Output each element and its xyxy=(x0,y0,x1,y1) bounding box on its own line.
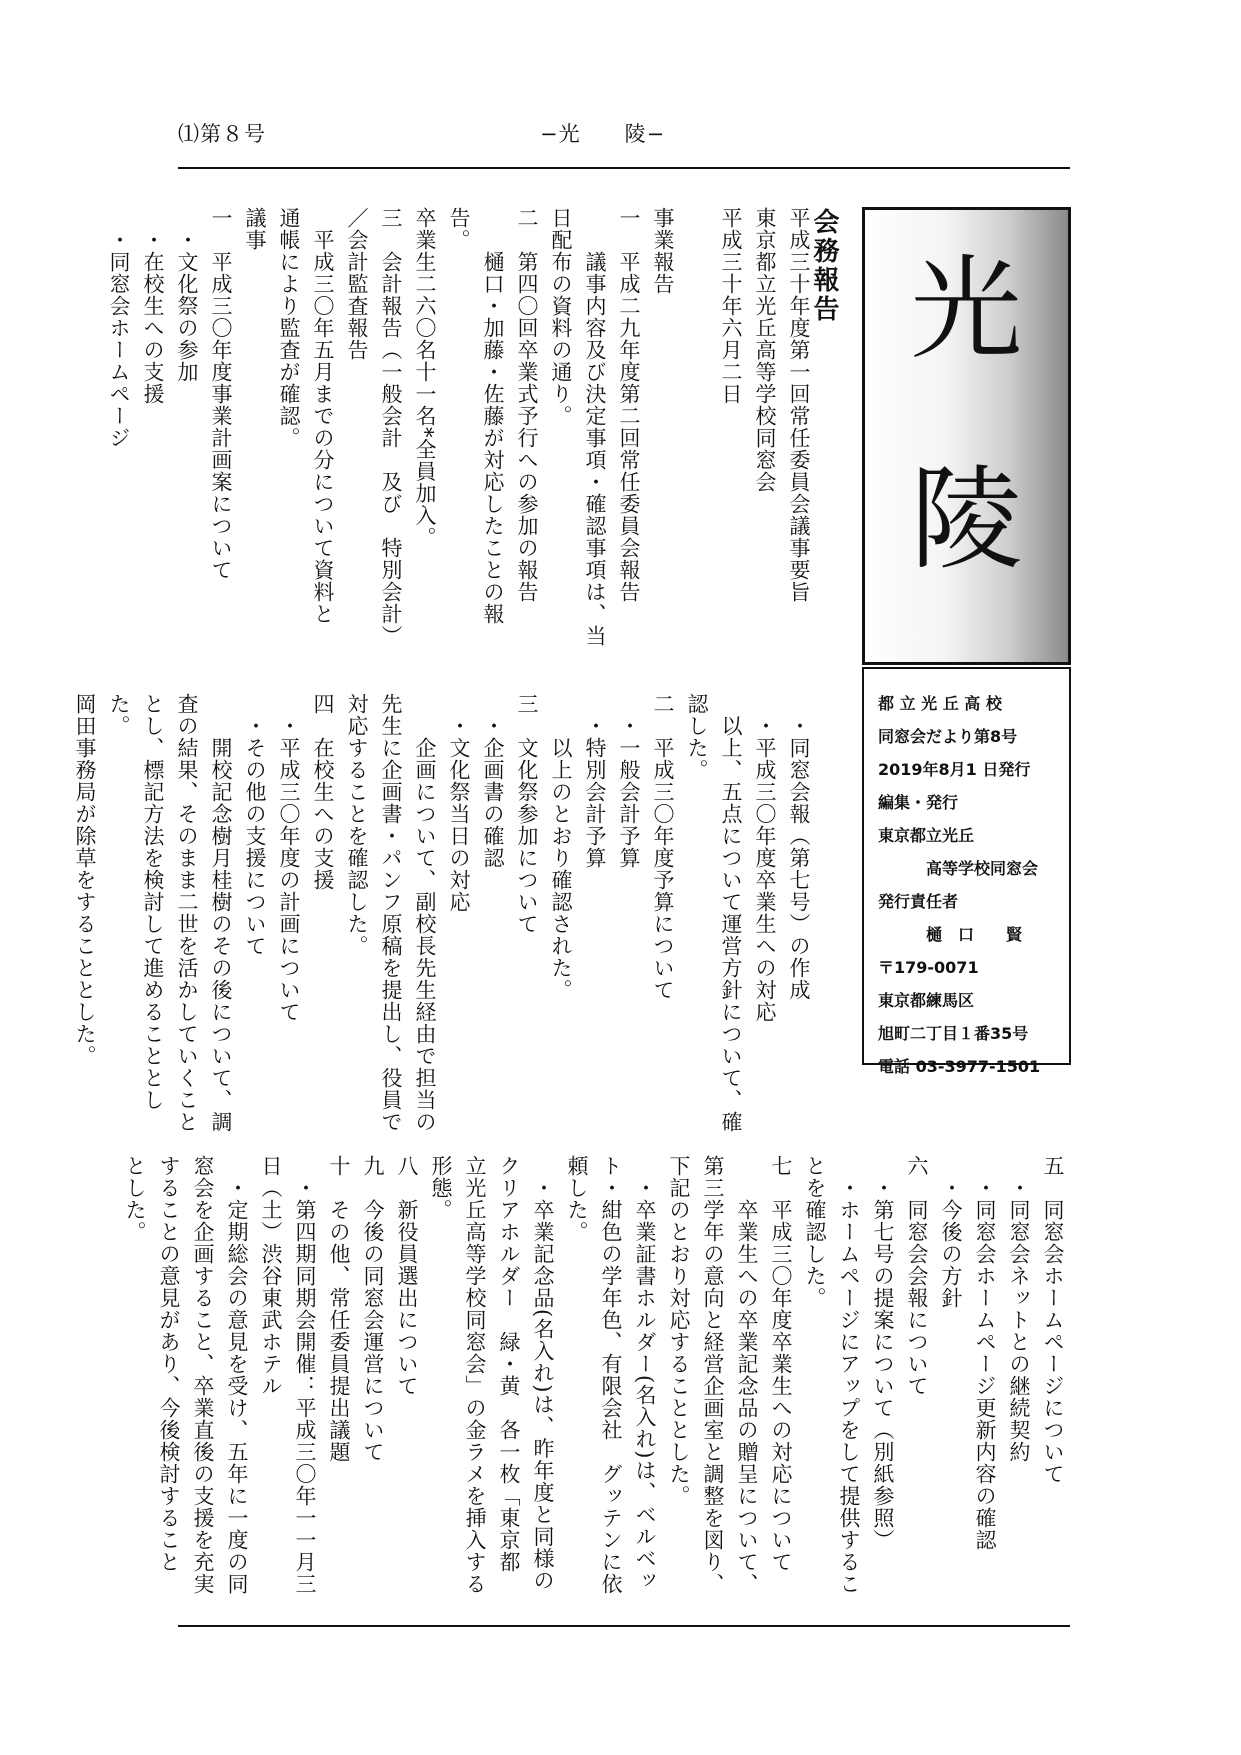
text-line: ・文化祭当日の対応 xyxy=(447,693,471,913)
text-line: 十 その他、常任委員提出議題 xyxy=(327,1155,351,1463)
text-line: 卒業生への卒業記念品の贈呈について、 xyxy=(735,1155,759,1595)
info-line: 2019年8月1 日発行 xyxy=(878,760,1031,779)
text-line: 五 同窓会ホームページについて xyxy=(1041,1155,1065,1485)
text-line: 三 文化祭参加について xyxy=(515,693,539,935)
text-line: 東京都立光丘高等学校同窓会 xyxy=(753,207,777,493)
text-line: ト・紺色の学年色、有限会社 グッテンに依 xyxy=(599,1155,623,1595)
text-line: 認した。 xyxy=(685,693,709,781)
text-line: 一 平成二九年度第二回常任委員会報告 xyxy=(617,207,641,603)
text-line: ・卒業記念品(名入れ)は、昨年度と同様の xyxy=(531,1155,555,1592)
text-line: ・同窓会ホームページ更新内容の確認 xyxy=(973,1155,997,1551)
text-line: 樋口・加藤・佐藤が対応したことの報告。 xyxy=(447,207,505,625)
text-line: 形態。 xyxy=(429,1155,453,1221)
text-line: 議事 xyxy=(243,207,267,251)
text-line: 立光丘高等学校同窓会」の金ラメを挿入する xyxy=(463,1155,487,1595)
text-line: ・今後の方針 xyxy=(939,1155,963,1309)
info-line: 東京都立光丘 xyxy=(878,826,975,845)
text-line: 日配布の資料の通り。 xyxy=(549,207,573,427)
text-line: ・その他の支援について xyxy=(243,693,267,957)
text-line: 四 在校生への支援 xyxy=(311,693,335,891)
text-line: ・定期総会の意見を受け、五年に一度の同 xyxy=(225,1155,249,1595)
text-line: 対応することを確認した。 xyxy=(345,693,369,957)
text-line: ・卒業証書ホルダー(名入れ)は、ベルベッ xyxy=(633,1155,657,1592)
text-line: 六 同窓会会報について xyxy=(905,1155,929,1397)
text-line: とした。 xyxy=(123,1155,147,1243)
text-line: 平成三〇年五月までの分について資料と xyxy=(311,207,335,625)
top-rule xyxy=(178,167,1070,169)
text-line: 事業報告 xyxy=(651,207,675,295)
text-line: とを確認した。 xyxy=(803,1155,827,1309)
text-line: ・文化祭の参加 xyxy=(175,207,199,383)
info-line: 東京都練馬区 xyxy=(878,991,975,1010)
text-line: ・在校生への支援 xyxy=(141,207,165,405)
text-line: することの意見があり、今後検討すること xyxy=(157,1155,181,1573)
minutes-block-bottom xyxy=(118,1155,1070,1600)
masthead-kanji-1: 光 xyxy=(910,245,1023,375)
masthead-box xyxy=(862,207,1071,665)
text-line: 以上、五点について運営方針について、確 xyxy=(719,693,743,1133)
section-title: 会務報告 xyxy=(809,208,839,324)
text-line: ・第四期同期会開催：平成三〇年一一月三 xyxy=(293,1155,317,1595)
text-line: 平成三十年度第一回常任委員会議事要旨 xyxy=(787,207,811,603)
text-line: 以上のとおり確認された。 xyxy=(549,693,573,1001)
text-line: とし、標記方法を検討して進めることとした。 xyxy=(107,693,165,1111)
text-line: 二 第四〇回卒業式予行への参加の報告 xyxy=(515,207,539,603)
info-line: 都 立 光 丘 高 校 xyxy=(878,694,1002,713)
info-line: 高等学校同窓会 xyxy=(878,859,1039,878)
paper-title: −光 陵− xyxy=(540,122,666,146)
text-line: 下記のとおり対応することとした。 xyxy=(667,1155,691,1507)
issue-number: ⑴第８号 xyxy=(178,122,266,146)
text-line: 一 平成三〇年度事業計画案について xyxy=(209,207,233,581)
text-line: ・企画書の確認 xyxy=(481,693,505,869)
text-line: ・ホームページにアップをして提供するこ xyxy=(837,1155,861,1595)
text-line: 企画について、副校長先生経由で担当の xyxy=(413,693,437,1133)
text-line: 査の結果、そのまま二世を活かしていくこと xyxy=(175,693,199,1133)
publication-info-box xyxy=(862,667,1071,1076)
text-line: ・同窓会ネットとの継続契約 xyxy=(1007,1155,1031,1463)
text-line: ／会計監査報告 xyxy=(345,207,369,361)
text-line: ・特別会計予算 xyxy=(583,693,607,869)
text-line: 岡田事務局が除草をすることとした。 xyxy=(73,693,97,1067)
text-line: 八 新役員選出について xyxy=(395,1155,419,1397)
info-line: 旭町二丁目１番35号 xyxy=(878,1024,1029,1043)
minutes-block-top xyxy=(102,207,816,647)
text-line: 日（土）渋谷東武ホテル xyxy=(259,1155,283,1397)
text-line: ・平成三〇年度の計画について xyxy=(277,693,301,1023)
text-line: 通帳により監査が確認。 xyxy=(277,207,301,449)
text-line: ・一般会計予算 xyxy=(617,693,641,869)
text-line xyxy=(680,207,714,647)
text-line: ・同窓会報（第七号）の作成 xyxy=(787,693,811,1001)
info-line: 電話 03-3977-1501 xyxy=(878,1057,1041,1076)
text-line: 三 会計報告（一般会計 及び 特別会計） xyxy=(379,207,403,647)
info-line: 発行責任者 xyxy=(878,892,959,911)
bottom-rule xyxy=(178,1625,1070,1627)
info-line: 〒179-0071 xyxy=(878,958,979,977)
text-line: 二 平成三〇年度予算について xyxy=(651,693,675,1001)
text-line: 開校記念樹月桂樹のその後について、調 xyxy=(209,693,233,1133)
minutes-block-middle xyxy=(68,693,816,1133)
text-line: 第三学年の意向と経営企画室と調整を図り、 xyxy=(701,1155,725,1595)
text-line: 先生に企画書・パンフ原稿を提出し、役員で xyxy=(379,693,403,1133)
text-line: 平成三十年六月二日 xyxy=(719,207,743,405)
text-line: ・第七号の提案について（別紙参照） xyxy=(871,1155,895,1551)
text-line: 窓会を企画すること、卒業直後の支援を充実 xyxy=(191,1155,215,1595)
text-line: 九 今後の同窓会運営について xyxy=(361,1155,385,1463)
info-line: 同窓会だより第8号 xyxy=(878,727,1018,746)
text-line: ・平成三〇年度卒業生への対応 xyxy=(753,693,777,1023)
text-line: クリアホルダー 緑・黄 各一枚「東京都 xyxy=(497,1155,521,1573)
text-line: 議事内容及び決定事項・確認事項は、当 xyxy=(583,207,607,647)
masthead-kanji-2: 陵 xyxy=(910,455,1023,585)
text-line: 頼した。 xyxy=(565,1155,589,1243)
text-line: 七 平成三〇年度卒業生への対応について xyxy=(769,1155,793,1573)
text-line: 卒業生二六〇名十一名*全員加入。 xyxy=(413,207,437,549)
info-line: 編集・発行 xyxy=(878,793,959,812)
info-line: 樋 口 賢 xyxy=(878,925,1023,944)
text-line: ・同窓会ホームページ xyxy=(107,207,131,449)
